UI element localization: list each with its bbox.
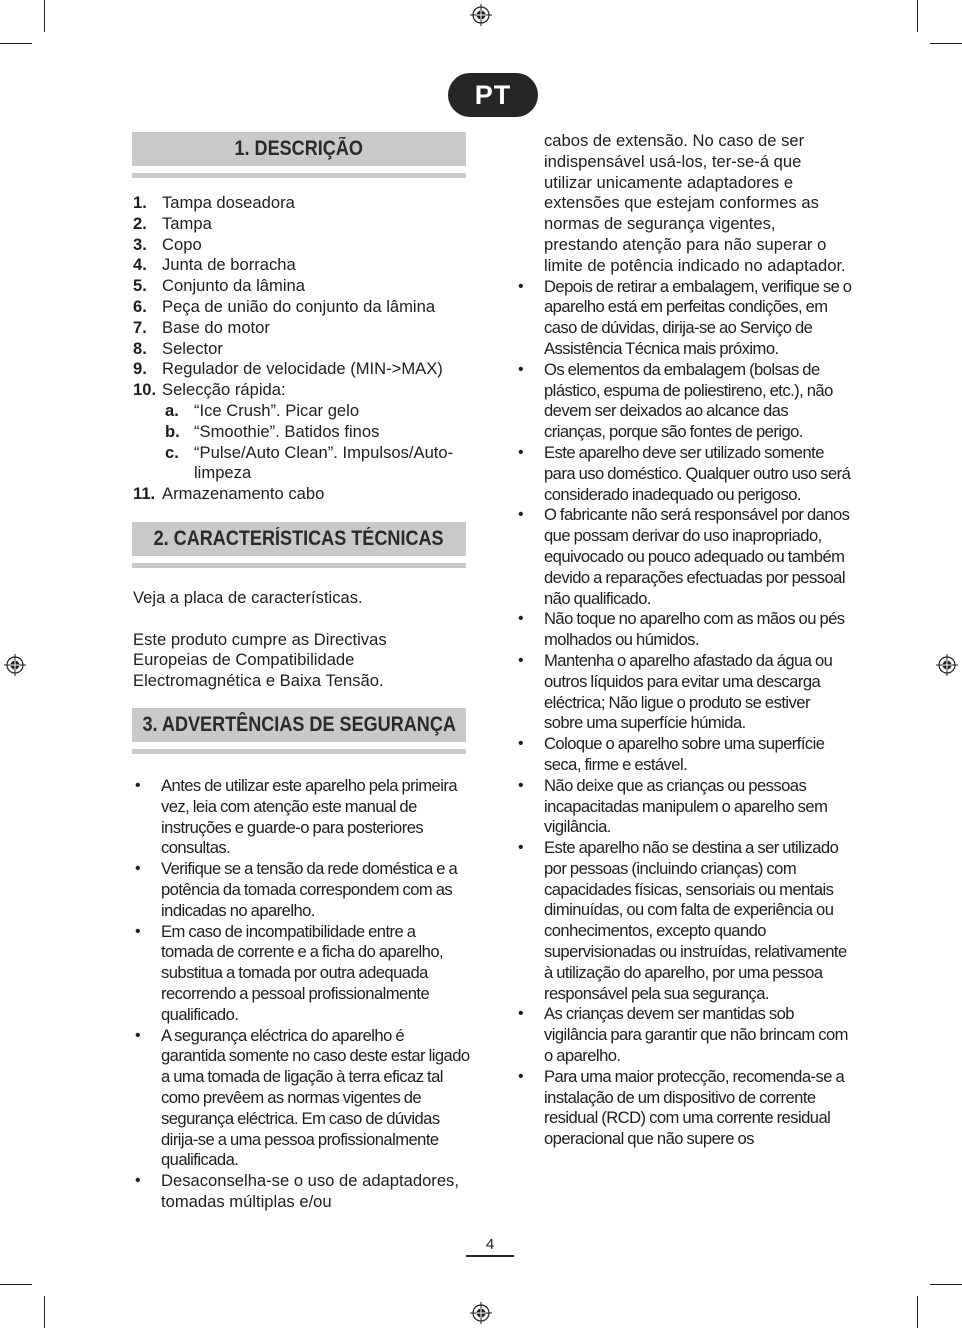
list-item: 10. Selecção rápida:	[133, 380, 286, 400]
crop-mark	[917, 1296, 918, 1328]
list-item: • Depois de retirar a embalagem, verifique se o aparelho está em perfeitas condições, em caso de dúvidas, dirija-se ao Serviço de Assistência Técnica mais próximo.	[518, 276, 852, 358]
crop-mark	[930, 43, 962, 44]
crop-mark	[930, 1284, 962, 1285]
list-item: 1. Tampa doseadora	[133, 193, 295, 212]
list-item: 3. Copo	[133, 234, 202, 254]
safety-list-right-block	[516, 131, 852, 1150]
crop-mark	[0, 43, 32, 44]
registration-mark-icon	[936, 654, 958, 676]
list-item: • Para uma maior protecção, recomenda-se a instalação de um dispositivo de corrente residual (RCD) com uma corrente residual operacional que não supere os	[518, 1066, 845, 1149]
continuation-paragraph: cabos de extensão. No caso de ser indispensável usá-los, ter-se-á que utilizar unicamente adaptadores e extensões que estejam conformes as normas de segurança vigentes, prestando atenção para não superar o limite de potência indicado no adaptador.	[544, 131, 846, 275]
description-list-block	[133, 193, 469, 505]
section-heading-advertencias	[132, 708, 466, 754]
section-heading-descricao	[132, 132, 466, 178]
crop-mark	[917, 0, 918, 32]
list-item: • Antes de utilizar este aparelho pela primeira vez, leia com atenção este manual de instruções e guarde-o para posteriores consultas.	[135, 776, 458, 858]
section-title: 2. CARACTERÍSTICAS TÉCNICAS	[132, 522, 466, 556]
list-item: 5. Conjunto da lâmina	[133, 276, 305, 296]
divider	[132, 173, 466, 178]
list-item: 4. Junta de borracha	[133, 255, 296, 275]
crop-mark	[44, 1296, 45, 1328]
tech-paragraph: Veja a placa de características.	[133, 588, 363, 607]
tech-paragraph: Este produto cumpre as Directivas Europeias de Compatibilidade Electromagnética e Baixa Tensão.	[133, 629, 387, 691]
section-heading-caracteristicas	[132, 522, 466, 568]
list-subitem: a. “Ice Crush”. Picar gelo	[165, 400, 360, 420]
registration-mark-icon	[4, 654, 26, 676]
divider	[132, 749, 466, 754]
list-item: • Desaconselha-se o uso de adaptadores, tomadas múltiplas e/ou	[135, 1171, 459, 1211]
list-item: 2. Tampa	[133, 213, 212, 233]
list-item: • Não deixe que as crianças ou pessoas incapacitadas manipulem o aparelho sem vigilância.	[518, 775, 828, 837]
page-number: 4	[485, 1236, 495, 1253]
list-item: 7. Base do motor	[133, 317, 270, 337]
list-subitem: b. “Smoothie”. Batidos finos	[165, 421, 380, 441]
list-item: 8. Selector	[133, 338, 223, 358]
list-item: • Mantenha o aparelho afastado da água ou outros líquidos para evitar uma descarga eléctrica; Não ligue o produto se estiver sobre uma superfície húmida.	[518, 650, 833, 733]
page-number-underline	[466, 1255, 514, 1257]
list-item: • Verifique se a tensão da rede doméstica e a potência da tomada correspondem com as indicadas no aparelho.	[135, 859, 458, 920]
language-badge: PT	[448, 73, 538, 117]
section-title: 1. DESCRIÇÃO	[132, 132, 466, 166]
safety-list-left-block	[133, 776, 471, 1213]
list-item: • As crianças devem ser mantidas sob vigilância para garantir que não brincam com o aparelho.	[518, 1004, 848, 1066]
list-item: • Não toque no aparelho com as mãos ou pés molhados ou húmidos.	[518, 609, 845, 650]
list-item: • Coloque o aparelho sobre uma superfície seca, firme e estável.	[518, 734, 825, 774]
section-title: 3. ADVERTÊNCIAS DE SEGURANÇA	[132, 708, 466, 742]
list-item: • A segurança eléctrica do aparelho é garantida somente no caso deste estar ligado a uma tomada de ligação à terra eficaz tal como prevêem as normas vigentes de segurança eléctrica. Em caso de dúvidas dirija-se a uma pessoa profissionalmente qualificada.	[135, 1025, 470, 1170]
safety-list-left	[133, 776, 471, 1213]
list-item: • Este aparelho deve ser utilizado somente para uso doméstico. Qualquer outro uso será considerado inadequado ou perigoso.	[518, 442, 851, 504]
list-item: • O fabricante não será responsável por danos que possam derivar do uso inapropriado, equivocado ou pouco adequado ou também devido a reparações efectuadas por pessoal não qualificado.	[518, 505, 850, 608]
list-subitem: c. “Pulse/Auto Clean”. Impulsos/Auto-limpeza	[165, 442, 454, 483]
registration-mark-icon	[470, 1302, 492, 1324]
description-list	[133, 193, 469, 505]
list-item: • Este aparelho não se destina a ser utilizado por pessoas (incluindo crianças) com capacidades físicas, sensoriais ou mentais diminuídas, ou com falta de experiência ou conhecimentos, excepto quando supervisionadas ou instruídas, relativamente à utilização do aparelho, por uma pessoa responsável pela sua segurança.	[518, 838, 847, 1003]
tech-text-block	[133, 588, 423, 692]
list-item: 11. Armazenamento cabo	[133, 484, 325, 504]
registration-mark-icon	[470, 4, 492, 26]
safety-list-right	[516, 277, 852, 1150]
list-item: 9. Regulador de velocidade (MIN->MAX)	[133, 359, 443, 379]
list-item: • Em caso de incompatibilidade entre a tomada de corrente e a ficha do aparelho, substitua a tomada por outra adequada recorrendo a pessoal profissionalmente qualificado.	[135, 921, 444, 1024]
list-item: • Os elementos da embalagem (bolsas de plástico, espuma de poliestireno, etc.), não devem ser deixados ao alcance das crianças, porque são fontes de perigo.	[518, 359, 833, 442]
crop-mark	[0, 1284, 32, 1285]
divider	[132, 563, 466, 568]
list-item: 6. Peça de união do conjunto da lâmina	[133, 296, 436, 316]
crop-mark	[44, 0, 45, 32]
